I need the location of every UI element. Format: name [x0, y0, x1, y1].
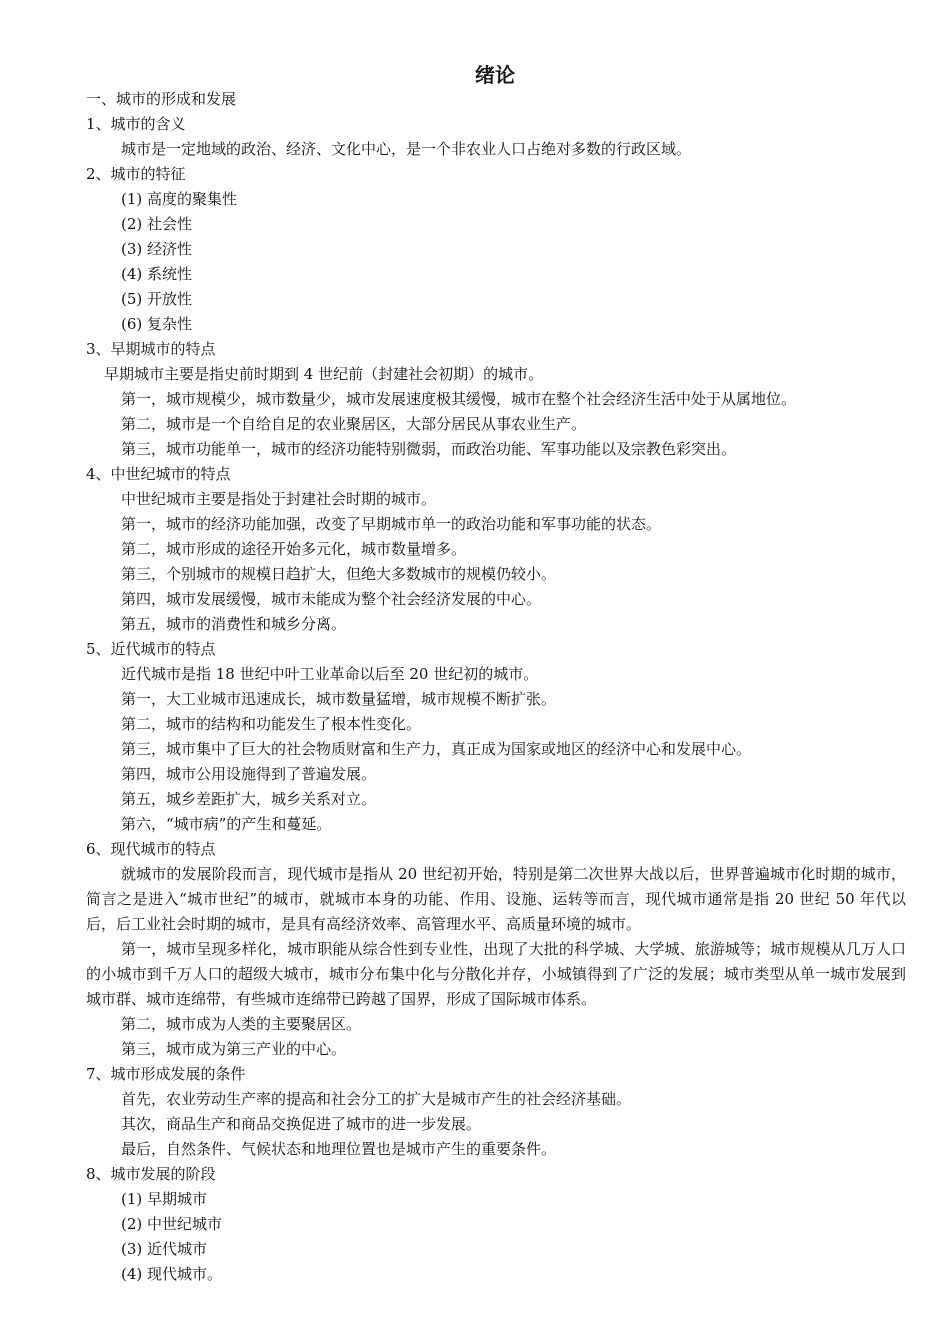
paragraph-line: 第二，城市是一个自给自足的农业聚居区，大部分居民从事农业生产。	[121, 415, 587, 433]
paragraph-line: 第四，城市发展缓慢，城市未能成为整个社会经济发展的中心。	[121, 590, 542, 608]
list-item: (3) 经济性	[121, 240, 193, 258]
subsection-heading: 3、早期城市的特点	[86, 340, 216, 358]
list-item: (2) 社会性	[121, 215, 193, 233]
paragraph-line: 第三，城市成为第三产业的中心。	[121, 1040, 347, 1058]
paragraph-line: 第三，城市功能单一，城市的经济功能特别微弱，而政治功能、军事功能以及宗教色彩突出。	[121, 440, 737, 458]
paragraph-line: 其次，商品生产和商品交换促进了城市的进一步发展。	[121, 1115, 482, 1133]
subsection-heading: 5、近代城市的特点	[86, 640, 216, 658]
paragraph-line: 第六，“城市病”的产生和蔓延。	[121, 815, 332, 833]
list-item: (4) 系统性	[121, 265, 193, 283]
subsection-heading: 6、现代城市的特点	[86, 840, 216, 858]
list-item: (5) 开放性	[121, 290, 193, 308]
paragraph: 第一，城市呈现多样化，城市职能从综合性到专业性，出现了大批的科学城、大学城、旅游城等；城市规模从几万人口的小城市到千万人口的超级大城市，城市分布集中化与分散化并存，小城镇得到了广泛的发展；城市类型从单一城市发展到城市群、城市连绵带，有些城市连绵带已跨越了国界，形成了国际城市体系。	[86, 940, 906, 1008]
document-title: 绪论	[475, 63, 515, 87]
list-item: (2) 中世纪城市	[121, 1215, 223, 1233]
paragraph-line: 中世纪城市主要是指处于封建社会时期的城市。	[121, 490, 437, 508]
list-item: (6) 复杂性	[121, 315, 193, 333]
list-item: (4) 现代城市。	[121, 1265, 223, 1283]
list-item: (1) 高度的聚集性	[121, 190, 238, 208]
paragraph-line: 第四，城市公用设施得到了普遍发展。	[121, 765, 377, 783]
paragraph-line: 第五，城市的消费性和城乡分离。	[121, 615, 347, 633]
paragraph-line: 第二，城市的结构和功能发生了根本性变化。	[121, 715, 422, 733]
paragraph-line: 最后，自然条件、气候状态和地理位置也是城市产生的重要条件。	[121, 1140, 557, 1158]
subsection-heading: 8、城市发展的阶段	[86, 1165, 216, 1183]
list-item: (3) 近代城市	[121, 1240, 208, 1258]
paragraph-line: 城市是一定地域的政治、经济、文化中心，是一个非农业人口占绝对多数的行政区域。	[121, 140, 692, 158]
paragraph-line: 第三，城市集中了巨大的社会物质财富和生产力，真正成为国家或地区的经济中心和发展中心。	[121, 740, 752, 758]
paragraph-line: 第二，城市形成的途径开始多元化，城市数量增多。	[121, 540, 467, 558]
paragraph-line: 首先，农业劳动生产率的提高和社会分工的扩大是城市产生的社会经济基础。	[121, 1090, 632, 1108]
paragraph-line: 第一，大工业城市迅速成长，城市数量猛增，城市规模不断扩张。	[121, 690, 557, 708]
subsection-heading: 4、中世纪城市的特点	[86, 465, 231, 483]
paragraph: 就城市的发展阶段而言，现代城市是指从 20 世纪初开始，特别是第二次世界大战以后，世界普遍城市化时期的城市，简言之是进入“城市世纪”的城市，就城市本身的功能、作用、设施、运转等而言，现代城市通常是指 20 世纪 50 年代以后，后工业社会时期的城市，是具有高经济效率、高管理水平、高质量环境的城市。	[86, 865, 906, 933]
paragraph-line: 第五，城乡差距扩大，城乡关系对立。	[121, 790, 377, 808]
subsection-heading: 2、城市的特征	[86, 165, 186, 183]
subsection-heading: 1、城市的含义	[86, 115, 186, 133]
list-item: (1) 早期城市	[121, 1190, 208, 1208]
section-heading: 一、城市的形成和发展	[86, 90, 237, 108]
paragraph-line: 第一，城市的经济功能加强，改变了早期城市单一的政治功能和军事功能的状态。	[121, 515, 662, 533]
paragraph-line: 近代城市是指 18 世纪中叶工业革命以后至 20 世纪初的城市。	[121, 665, 539, 683]
paragraph-line: 早期城市主要是指史前时期到 4 世纪前（封建社会初期）的城市。	[104, 365, 544, 383]
paragraph-line: 第二，城市成为人类的主要聚居区。	[121, 1015, 362, 1033]
subsection-heading: 7、城市形成发展的条件	[86, 1065, 246, 1083]
paragraph-line: 第三，个别城市的规模日趋扩大，但绝大多数城市的规模仍较小。	[121, 565, 557, 583]
paragraph-line: 第一，城市规模少，城市数量少，城市发展速度极其缓慢，城市在整个社会经济生活中处于从属地位。	[121, 390, 797, 408]
